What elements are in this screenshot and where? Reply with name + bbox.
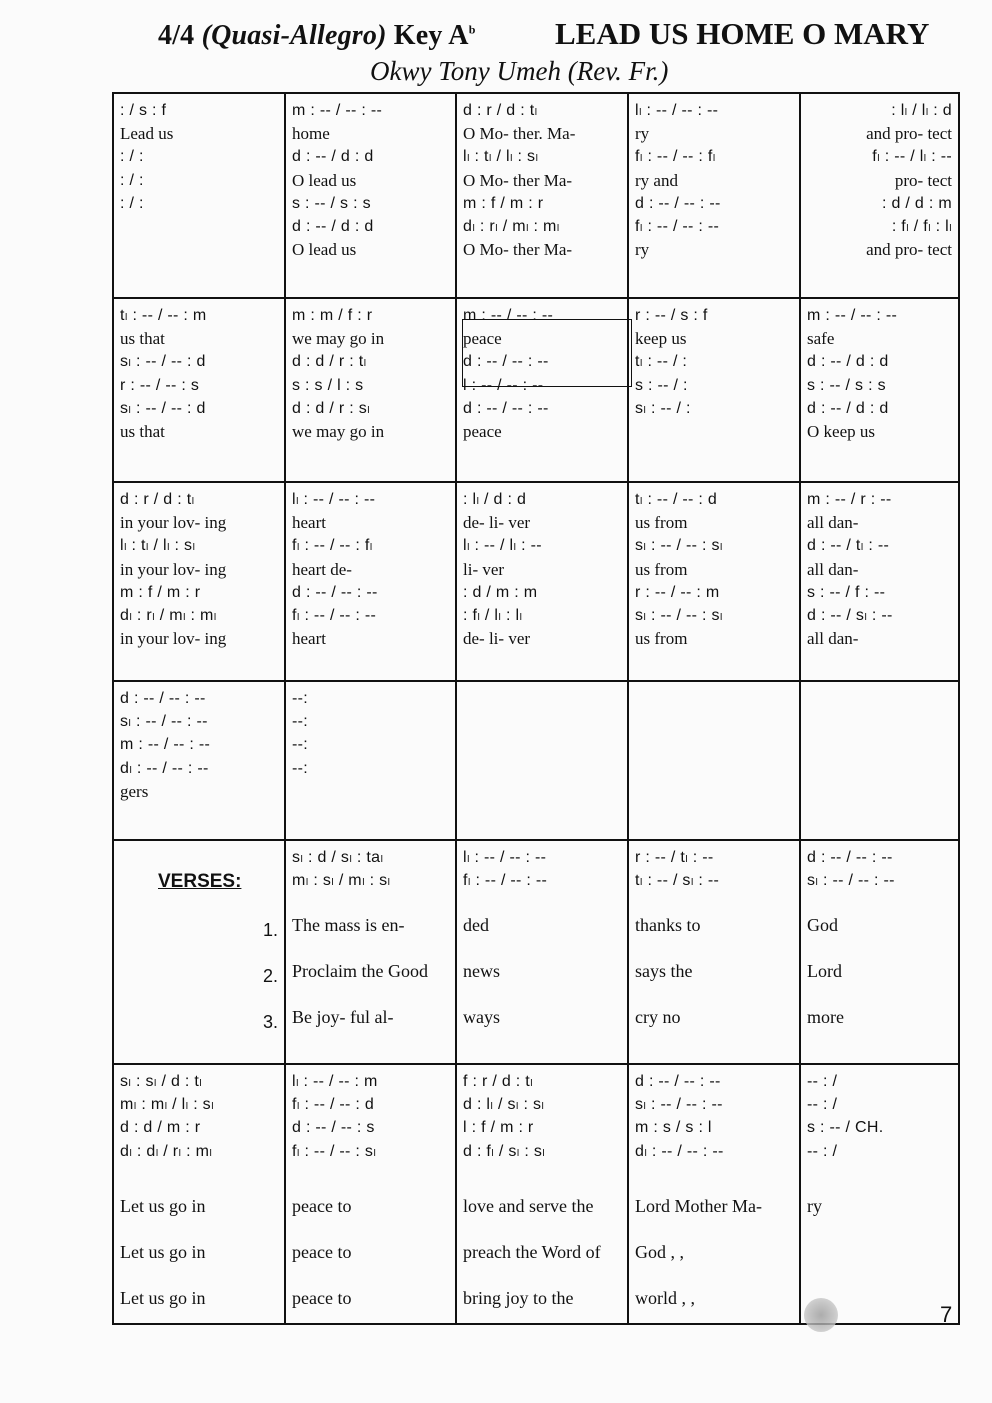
solfa-line: fₗ : -- / -- : sₗ [292, 1142, 377, 1160]
solfa-line: dₗ : rₗ / mₗ : mₗ [463, 217, 560, 235]
solfa-line: d : d / m : r [120, 1119, 201, 1137]
solfa-line: lₗ : tₗ / lₗ : sₗ [463, 148, 539, 166]
composer-credit: Okwy Tony Umeh (Rev. Fr.) [370, 56, 669, 86]
solfa-line: d : -- / sₗ : -- [807, 606, 893, 624]
solfa-line: sₗ : -- / -- : d [120, 353, 206, 371]
lyric-line: all dan- [807, 629, 859, 649]
lyric-line: all dan- [807, 513, 859, 533]
solfa-line: s : -- / s : s [292, 194, 371, 212]
solfa-line: d : -- / d : d [807, 399, 889, 417]
lyric-line: home [292, 124, 330, 144]
verse-lyric: Proclaim the Good [292, 961, 428, 982]
verse-lyric: news [463, 961, 500, 982]
score-row [113, 681, 959, 840]
verse-cell [800, 840, 959, 1064]
solfa-line: fₗ : -- / lₗ : -- [872, 148, 952, 166]
measure-cell [456, 681, 628, 840]
measure-cell [113, 93, 285, 298]
solfa-line: : fₗ / fₗ : lₗ [891, 217, 952, 235]
time-tempo-key [158, 20, 476, 52]
lyric-line: peace to [292, 1195, 352, 1216]
lyric-line: we may go in [292, 421, 385, 441]
measure-cell [800, 298, 959, 482]
solfa-line: --: [292, 713, 309, 731]
lyric-line [807, 1229, 952, 1275]
solfa-line: l : f / m : r [463, 1119, 534, 1137]
solfa-line: dₗ : -- / -- : -- [120, 759, 209, 777]
lyric-line: in your lov- ing [120, 559, 227, 579]
solfa-line: -- : / [807, 1073, 838, 1090]
measure-cell [456, 1064, 628, 1324]
solfa-line: m : f / m : r [120, 583, 201, 601]
measure-cell [285, 482, 456, 681]
solfa-line: d : -- / d : d [292, 148, 374, 166]
solfa-line: lₗ : -- / lₗ : -- [463, 537, 542, 555]
score-row [113, 482, 959, 681]
solfa-line: tₗ : -- / : [635, 353, 688, 371]
lyric-line: and pro- tect [866, 124, 952, 144]
solfa-line: mₗ : sₗ / mₗ : sₗ [292, 872, 391, 890]
solfa-line: : d / d : m [882, 194, 952, 212]
solfa-line: l : -- / -- : -- [463, 376, 544, 394]
solfa-line: d : d / r : tₗ [292, 353, 367, 371]
solfa-line: fₗ : -- / -- : fₗ [292, 537, 373, 555]
measure-cell [285, 681, 456, 840]
solfa-line: lₗ : -- / -- : -- [635, 102, 719, 119]
lyric-line: peace to [292, 1287, 352, 1308]
solfa-line: d : -- / -- : -- [292, 583, 378, 601]
lyric-line: heart [292, 513, 326, 533]
solfa-line: s : -- / : [635, 376, 688, 394]
verse-number: 3. [262, 1012, 278, 1033]
verse-lyric: thanks to [635, 915, 701, 936]
verse-lyric: says the [635, 961, 693, 982]
solfa-line: d : r / d : tₗ [120, 491, 195, 508]
solfa-line: lₗ : tₗ / lₗ : sₗ [120, 537, 196, 555]
solfa-line: sₗ : -- / -- : -- [635, 1096, 723, 1114]
lyric-line: O Mo- ther Ma- [463, 170, 573, 190]
solfa-line: m : -- / -- : -- [463, 307, 554, 324]
solfa-line: d : -- / -- : -- [807, 849, 893, 866]
solfa-line: tₗ : -- / -- : d [635, 491, 718, 508]
solfa-line: sₗ : sₗ / d : tₗ [120, 1073, 203, 1090]
solfa-line: lₗ : -- / -- : -- [463, 849, 547, 866]
solfa-line: lₗ : -- / -- : m [292, 1073, 378, 1090]
measure-cell [628, 1064, 800, 1324]
solfa-line: fₗ : -- / -- : fₗ [635, 148, 716, 166]
key-signature: Key A [393, 20, 469, 51]
verse-lyric: Lord [807, 961, 842, 982]
tempo-marking: (Quasi-Allegro) [201, 20, 387, 51]
solfa-score-table [112, 92, 960, 1325]
solfa-line: fₗ : -- / -- : d [292, 1096, 375, 1114]
lyric-line: heart de- [292, 559, 352, 579]
measure-cell [456, 93, 628, 298]
measure-cell [628, 93, 800, 298]
verse-lyric: Be joy- ful al- [292, 1007, 394, 1028]
solfa-line: d : r / d : tₗ [463, 102, 538, 119]
lyric-line: ry [807, 1195, 822, 1216]
solfa-line: sₗ : d / sₗ : taₗ [292, 849, 384, 866]
solfa-line: : / s : f [120, 102, 167, 119]
solfa-line: : lₗ / lₗ : d [891, 102, 952, 119]
lyric-line: and pro- tect [866, 240, 952, 260]
verse-cell [456, 840, 628, 1064]
lyric-line: us from [635, 559, 688, 579]
solfa-line: s : -- / s : s [807, 376, 886, 394]
lyric-line: keep us [635, 329, 687, 349]
page-number: 7 [940, 1302, 953, 1327]
solfa-line: : / : [120, 171, 144, 189]
solfa-line: sₗ : -- / -- : sₗ [635, 606, 723, 624]
solfa-line [635, 420, 793, 443]
lyric-line: safe [807, 329, 835, 349]
measure-cell [628, 681, 800, 840]
solfa-line: d : -- / -- : -- [463, 399, 549, 417]
lyric-line: de- li- ver [463, 629, 531, 649]
solfa-line: : / : [120, 194, 144, 212]
measure-cell [113, 1064, 285, 1324]
lyric-line: God , , [635, 1241, 684, 1262]
verse-cell [628, 840, 800, 1064]
verse-lyric: ways [463, 1007, 500, 1028]
lyric-line: in your lov- ing [120, 629, 227, 649]
page-stamp-mark [804, 1298, 838, 1332]
solfa-line: d : d / r : sₗ [292, 399, 370, 417]
measure-cell [800, 681, 959, 840]
lyric-line: gers [120, 781, 149, 801]
measure-cell [628, 298, 800, 482]
highlight-box-peace [462, 319, 632, 387]
lyric-line: Lead us [120, 124, 174, 144]
measure-cell [113, 482, 285, 681]
solfa-line: dₗ : dₗ / rₗ : mₗ [120, 1142, 213, 1160]
measure-cell [113, 681, 285, 840]
solfa-line: f : r / d : tₗ [463, 1073, 533, 1090]
verse-lyric: more [807, 1007, 844, 1028]
solfa-line: d : -- / -- : -- [635, 194, 721, 212]
solfa-line: sₗ : -- / -- : sₗ [635, 537, 723, 555]
solfa-line: d : -- / tₗ : -- [807, 537, 890, 555]
lyric-line: heart [292, 629, 326, 649]
solfa-line: m : -- / r : -- [807, 491, 892, 508]
lyric-line: us that [120, 329, 165, 349]
measure-cell [628, 482, 800, 681]
lyric-line: O lead us [292, 170, 357, 190]
solfa-line: sₗ : -- / -- : -- [120, 713, 208, 731]
solfa-line: m : s / s : l [635, 1119, 712, 1137]
lyric-line: Let us go in [120, 1287, 206, 1308]
measure-cell [800, 1064, 959, 1324]
solfa-line: d : -- / -- : -- [463, 353, 549, 371]
verses-heading: VERSES: [158, 871, 242, 892]
solfa-line: r : -- / -- : s [120, 376, 200, 394]
lyric-line: O lead us [292, 240, 357, 260]
solfa-line: m : -- / -- : -- [120, 736, 211, 754]
solfa-line: tₗ : -- / sₗ : -- [635, 872, 720, 890]
lyric-line: us that [120, 421, 165, 441]
measure-cell [285, 93, 456, 298]
solfa-line: --: [292, 759, 309, 777]
verse-cell [285, 840, 456, 1064]
final-row [113, 1064, 959, 1324]
lyric-line: O Mo- ther. Ma- [463, 124, 576, 144]
solfa-line: r : -- / tₗ : -- [635, 849, 714, 866]
solfa-line: lₗ : -- / -- : -- [292, 491, 376, 508]
verses-row [113, 840, 959, 1064]
solfa-line: d : -- / -- : s [292, 1119, 375, 1137]
lyric-line: bring joy to the [463, 1287, 574, 1308]
lyric-line: Let us go in [120, 1241, 206, 1262]
measure-cell [800, 482, 959, 681]
solfa-line: s : -- / f : -- [807, 583, 886, 601]
verse-lyric: cry no [635, 1007, 681, 1028]
lyric-line: Let us go in [120, 1195, 206, 1216]
key-flat-mark: b [468, 22, 476, 37]
solfa-line: d : -- / -- : -- [635, 1073, 721, 1090]
lyric-line: in your lov- ing [120, 513, 227, 533]
verse-number: 2. [262, 966, 278, 987]
lyric-line: we may go in [292, 329, 385, 349]
lyric-line: preach the Word of [463, 1241, 601, 1262]
lyric-line: world , , [635, 1287, 695, 1308]
verse-lyric: The mass is en- [292, 915, 405, 936]
lyric-line: pro- tect [894, 170, 952, 190]
solfa-line: : fₗ / lₗ : lₗ [463, 606, 523, 624]
solfa-line: m : -- / -- : -- [807, 307, 898, 324]
time-signature: 4/4 [158, 20, 195, 51]
solfa-line: fₗ : -- / -- : -- [635, 217, 720, 235]
solfa-line: fₗ : -- / -- : -- [463, 872, 548, 890]
solfa-line: fₗ : -- / -- : -- [292, 606, 377, 624]
lyric-line: ry [635, 124, 650, 144]
solfa-line: : d / m : m [463, 583, 538, 601]
lyric-line: peace to [292, 1241, 352, 1262]
solfa-line: -- : / [807, 1096, 838, 1114]
solfa-line: mₗ : mₗ / lₗ : sₗ [120, 1096, 214, 1114]
page-header [0, 14, 992, 84]
lyric-line: Lord Mother Ma- [635, 1195, 762, 1216]
lyric-line: O Mo- ther Ma- [463, 240, 573, 260]
solfa-line: d : -- / d : d [292, 217, 374, 235]
solfa-line: sₗ : -- / : [635, 399, 691, 417]
solfa-line: m : f / m : r [463, 194, 544, 212]
lyric-line: all dan- [807, 559, 859, 579]
solfa-line: d : fₗ / sₗ : sₗ [463, 1142, 546, 1160]
solfa-line: r : -- / s : f [635, 307, 708, 324]
lyric-line: peace [463, 329, 502, 349]
solfa-line: --: [292, 736, 309, 754]
verse-lyric: God [807, 915, 838, 936]
solfa-line: tₗ : -- / -- : m [120, 307, 207, 324]
lyric-line: us from [635, 629, 688, 649]
solfa-line: m : -- / -- : -- [292, 102, 383, 119]
solfa-line: --: [292, 690, 309, 707]
lyric-line: us from [635, 513, 688, 533]
solfa-line: d : -- / d : d [807, 353, 889, 371]
solfa-line: s : -- / CH. [807, 1119, 884, 1137]
solfa-line: : / : [120, 148, 144, 166]
solfa-line: sₗ : -- / -- : -- [807, 872, 895, 890]
measure-cell [800, 93, 959, 298]
lyric-line: de- li- ver [463, 513, 531, 533]
solfa-line: -- : / [807, 1142, 838, 1160]
verse-lyric: ded [463, 915, 489, 936]
song-title: LEAD US HOME O MARY [555, 16, 930, 51]
solfa-line: m : m / f : r [292, 307, 373, 324]
verse-number: 1. [262, 920, 278, 941]
lyric-line: peace [463, 421, 502, 441]
solfa-line: s : s / l : s [292, 376, 364, 394]
lyric-line: ry and [635, 170, 678, 190]
measure-cell [285, 1064, 456, 1324]
measure-cell [285, 298, 456, 482]
score-row [113, 93, 959, 298]
solfa-line: sₗ : -- / -- : d [120, 399, 206, 417]
solfa-line: : lₗ / d : d [463, 491, 527, 508]
solfa-line: r : -- / -- : m [635, 583, 720, 601]
solfa-line: dₗ : -- / -- : -- [635, 1142, 724, 1160]
solfa-line: d : lₗ / sₗ : sₗ [463, 1096, 545, 1114]
lyric-line: li- ver [463, 559, 505, 579]
solfa-line: dₗ : rₗ / mₗ : mₗ [120, 606, 217, 624]
measure-cell [456, 482, 628, 681]
solfa-line: d : -- / -- : -- [120, 690, 206, 707]
verses-label-cell [113, 840, 285, 1064]
lyric-line: O keep us [807, 421, 875, 441]
lyric-line: ry [635, 240, 650, 260]
lyric-line: love and serve the [463, 1195, 594, 1216]
measure-cell [113, 298, 285, 482]
